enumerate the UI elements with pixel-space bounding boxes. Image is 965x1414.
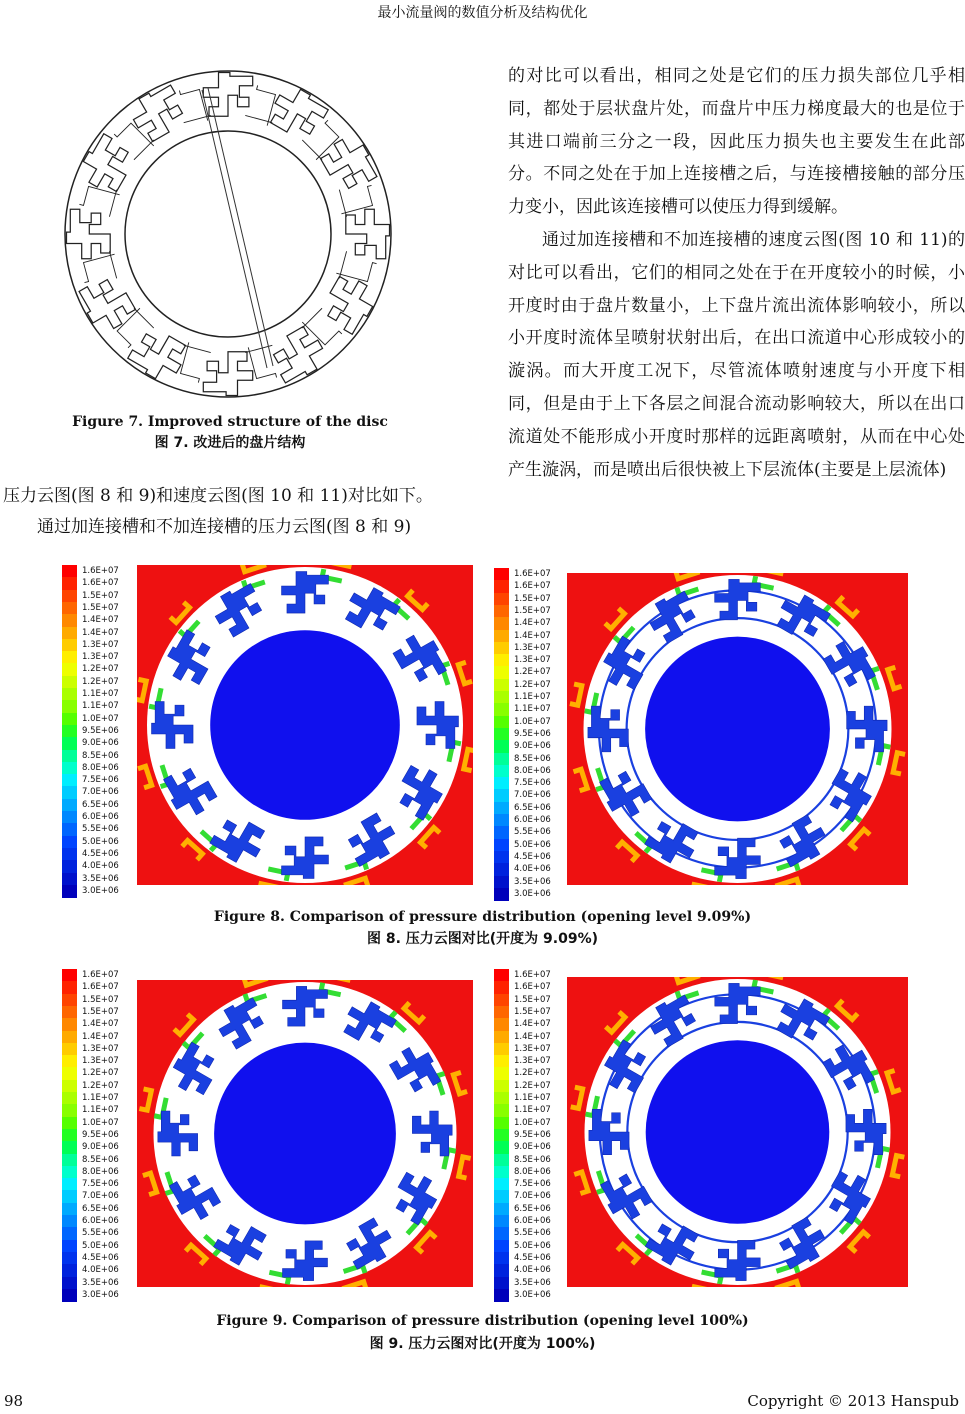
legend-label: 1.5E+07 [82,602,119,613]
legend-swatch [494,1289,509,1302]
legend-swatch [494,876,509,889]
legend-label: 7.5E+06 [82,775,119,786]
legend-swatch [494,1006,509,1019]
legend-swatch [62,1215,77,1228]
legend-label: 1.5E+07 [82,1006,119,1017]
legend-swatch [494,617,509,630]
legend-swatch [494,703,509,716]
legend-label: 1.1E+07 [514,1105,551,1116]
legend-label: 5.0E+06 [82,836,119,847]
legend-swatch [494,1227,509,1240]
legend-label: 1.2E+07 [82,1068,119,1079]
legend-label: 1.2E+07 [514,1080,551,1091]
legend-label: 1.1E+07 [82,1105,119,1116]
legend-label: 1.2E+07 [514,679,551,690]
legend-swatch [62,786,77,799]
legend-swatch [62,981,77,994]
legend-swatch [62,725,77,738]
figure-7-caption-zh: 图 7. 改进后的盘片结构 [154,435,306,451]
legend-label: 4.5E+06 [82,1252,119,1263]
legend-swatch [62,836,77,849]
figure-8-caption-zh: 图 8. 压力云图对比(开度为 9.09%) [366,931,599,947]
legend-swatch [62,1018,77,1031]
legend-swatch [62,700,77,713]
legend-label: 1.0E+07 [82,1117,119,1128]
legend-label: 1.1E+07 [514,692,551,702]
legend-swatch [494,1277,509,1290]
legend-swatch [494,666,509,679]
legend-label: 7.0E+06 [82,787,119,798]
legend-swatch [62,577,77,590]
legend-swatch [62,1166,77,1179]
legend-label: 6.0E+06 [514,815,551,825]
legend-swatch [62,1129,77,1142]
legend-swatch [62,1190,77,1203]
figure-8-caption-en: Figure 8. Comparison of pressure distribution (opening level 9.09%) [213,909,752,925]
legend-label: 6.5E+06 [82,1203,119,1214]
legend-label: 3.5E+06 [514,876,551,887]
legend-label: 5.0E+06 [514,1240,551,1251]
legend-swatch [62,873,77,886]
legend-label: 9.0E+06 [82,738,119,749]
running-header: 最小流量阀的数值分析及结构优化 [377,5,588,21]
legend-label: 3.0E+06 [514,1289,551,1300]
legend-label: 1.1E+07 [82,701,119,712]
legend-label: 4.0E+06 [514,864,551,875]
left-column-text [3,481,471,543]
legend-label: 1.3E+07 [514,642,551,653]
legend-swatch [494,1178,509,1191]
legend-label: 5.0E+06 [82,1240,119,1251]
legend-swatch [494,1141,509,1154]
legend-label: 4.5E+06 [514,1252,551,1263]
legend-label: 8.0E+06 [514,765,551,776]
legend-swatch [62,1277,77,1290]
legend-swatch [62,737,77,750]
legend-label: 1.3E+07 [82,1043,119,1054]
legend-swatch [494,1190,509,1203]
legend-swatch [62,994,77,1007]
legend-label: 5.5E+06 [514,1228,551,1239]
legend-label: 9.0E+06 [82,1142,119,1153]
legend-label: 3.0E+06 [514,888,551,899]
legend-swatch [494,789,509,802]
legend-label: 1.5E+07 [514,994,551,1005]
legend-label: 8.5E+06 [514,753,551,764]
legend-swatch [62,885,77,898]
legend-label: 1.6E+07 [82,566,119,576]
legend-label: 1.5E+07 [514,593,551,604]
pressure-contour-plot [567,573,908,885]
legend-label: 1.1E+07 [82,689,119,699]
figure-9-caption-zh: 图 9. 压力云图对比(开度为 100%) [369,1336,596,1352]
legend-swatch [494,654,509,667]
right-column-text [508,60,965,486]
legend-swatch [62,614,77,627]
colorbar-legend [62,969,136,1302]
legend-swatch [62,1080,77,1093]
legend-label: 8.5E+06 [82,750,119,761]
legend-label: 3.0E+06 [82,885,119,896]
legend-swatch [494,765,509,778]
legend-label: 1.4E+07 [514,1019,551,1030]
legend-label: 1.4E+07 [514,630,551,641]
legend-label: 1.3E+07 [82,639,119,650]
legend-label: 4.0E+06 [82,1265,119,1276]
legend-swatch [494,863,509,876]
legend-swatch [494,1129,509,1142]
legend-swatch [494,814,509,827]
legend-label: 4.0E+06 [514,1265,551,1276]
page-number: 98 [4,1392,24,1410]
legend-label: 1.6E+07 [514,569,551,579]
legend-label: 1.5E+07 [514,605,551,616]
legend-label: 1.6E+07 [514,982,551,993]
legend-swatch [62,799,77,812]
legend-label: 6.0E+06 [82,1216,119,1226]
legend-swatch [494,728,509,741]
legend-swatch [62,1240,77,1253]
legend-label: 1.6E+07 [514,970,551,980]
legend-swatch [62,627,77,640]
copyright-notice: Copyright © 2013 Hanspub [747,1392,959,1410]
legend-label: 9.5E+06 [514,1129,551,1140]
legend-swatch [494,994,509,1007]
legend-label: 8.0E+06 [514,1166,551,1177]
legend-label: 8.5E+06 [82,1154,119,1165]
legend-swatch [494,740,509,753]
legend-swatch [62,565,77,578]
legend-swatch [494,716,509,729]
legend-label: 1.5E+07 [82,994,119,1005]
legend-swatch [62,1154,77,1167]
legend-label: 5.0E+06 [514,839,551,850]
legend-label: 1.2E+07 [82,1080,119,1091]
legend-swatch [494,679,509,692]
legend-label: 6.5E+06 [82,799,119,810]
legend-label: 1.0E+07 [82,713,119,724]
legend-swatch [62,602,77,615]
legend-label: 3.5E+06 [82,873,119,884]
legend-swatch [494,1117,509,1130]
legend-swatch [62,676,77,689]
legend-swatch [62,1117,77,1130]
right-paragraph: 的对比可以看出，相同之处是它们的压力损失部位几乎相同，都处于层状盘片处，而盘片中压力梯度最大的也是位于其进口端前三分之一段，因此压力损失也主要发生在此部分。不同之处在于加上连接槽之后，与连接槽接触的部分压力变小，因此该连接槽可以使压力得到缓解。 [508,66,965,218]
legend-swatch [62,1104,77,1117]
legend-swatch [62,1067,77,1080]
legend-swatch [494,1055,509,1068]
legend-label: 3.0E+06 [82,1289,119,1300]
legend-swatch [494,1092,509,1105]
legend-swatch [494,691,509,704]
legend-swatch [62,713,77,726]
legend-swatch [494,981,509,994]
legend-label: 1.3E+07 [514,1056,551,1067]
legend-swatch [494,1154,509,1167]
legend-swatch [494,777,509,790]
legend-swatch [494,1240,509,1253]
legend-swatch [62,651,77,664]
legend-label: 7.0E+06 [514,1191,551,1202]
legend-swatch [494,1264,509,1277]
legend-swatch [62,762,77,775]
right-paragraph: 通过加连接槽和不加连接槽的速度云图(图 10 和 11)的对比可以看出，它们的相同之处在于在开度较小的时候，小开度时由于盘片数量小，上下盘片流出流体影响较小，所以小开度时流体呈喷射状射出后，在出口流道中心形成较小的漩涡。而大开度工况下，尽管流体喷射速度与小开度下相同，但是由于上下各层之间混合流动影响较大，所以在出口流道处不能形成小开度时那样的远距离喷射，从而在中心处产生漩涡，而是喷出后很快被上下层流体(主要是上层流体) [508,229,965,480]
legend-swatch [494,593,509,606]
legend-swatch [62,811,77,824]
legend-label: 4.0E+06 [82,861,119,872]
figure-9-caption-en: Figure 9. Comparison of pressure distribution (opening level 100%) [216,1313,749,1329]
legend-label: 1.3E+07 [514,1043,551,1054]
legend-swatch [62,860,77,873]
legend-label: 4.5E+06 [82,848,119,859]
pressure-contour-plot [567,977,908,1287]
legend-label: 1.4E+07 [82,627,119,638]
legend-label: 7.5E+06 [514,778,551,789]
legend-swatch [494,826,509,839]
legend-swatch [494,1215,509,1228]
legend-label: 1.0E+07 [514,716,551,727]
legend-label: 1.4E+07 [514,1031,551,1042]
legend-label: 6.0E+06 [82,812,119,822]
legend-swatch [62,1092,77,1105]
legend-label: 7.0E+06 [82,1191,119,1202]
legend-label: 9.0E+06 [514,1142,551,1153]
legend-label: 1.6E+07 [82,970,119,980]
legend-label: 5.5E+06 [82,1228,119,1239]
legend-swatch [62,639,77,652]
legend-swatch [62,1252,77,1265]
legend-swatch [494,642,509,655]
legend-label: 8.0E+06 [82,762,119,773]
legend-label: 5.5E+06 [514,827,551,838]
legend-swatch [62,969,77,982]
legend-swatch [62,590,77,603]
legend-swatch [494,839,509,852]
colorbar-legend [62,565,136,898]
legend-label: 1.1E+07 [82,1093,119,1103]
legend-swatch [62,848,77,861]
legend-swatch [494,1080,509,1093]
legend-label: 1.6E+07 [514,581,551,592]
legend-label: 1.5E+07 [82,590,119,601]
legend-swatch [494,1031,509,1044]
legend-swatch [62,1227,77,1240]
legend-swatch [62,1055,77,1068]
legend-swatch [494,802,509,815]
legend-label: 9.0E+06 [514,741,551,752]
legend-label: 6.5E+06 [514,802,551,813]
legend-label: 1.4E+07 [514,618,551,629]
legend-label: 1.2E+07 [82,664,119,675]
legend-label: 3.5E+06 [82,1277,119,1288]
legend-swatch [494,851,509,864]
legend-label: 5.5E+06 [82,824,119,835]
legend-swatch [62,1289,77,1302]
legend-swatch [494,1067,509,1080]
legend-swatch [494,1104,509,1117]
legend-swatch [62,663,77,676]
legend-label: 1.3E+07 [82,1056,119,1067]
legend-label: 6.5E+06 [514,1203,551,1214]
legend-label: 1.2E+07 [514,1068,551,1079]
pressure-contour-plot [137,565,473,885]
legend-swatch [494,1252,509,1265]
legend-swatch [494,1018,509,1031]
left-paragraph: 通过加连接槽和不加连接槽的压力云图(图 8 和 9) [37,517,412,537]
legend-label: 1.6E+07 [82,578,119,589]
legend-label: 1.1E+07 [514,1093,551,1103]
legend-label: 1.4E+07 [82,1019,119,1030]
legend-swatch [494,1166,509,1179]
legend-swatch [62,1141,77,1154]
legend-swatch [494,580,509,593]
left-paragraph: 压力云图(图 8 和 9)和速度云图(图 10 和 11)对比如下。 [3,486,433,506]
legend-swatch [62,774,77,787]
legend-label: 8.0E+06 [82,1166,119,1177]
legend-label: 4.5E+06 [514,851,551,862]
legend-swatch [62,823,77,836]
legend-swatch [62,1178,77,1191]
legend-swatch [494,888,509,901]
legend-label: 7.5E+06 [82,1179,119,1190]
legend-swatch [62,1006,77,1019]
legend-swatch [62,750,77,763]
legend-label: 1.0E+07 [514,1117,551,1128]
legend-swatch [494,1043,509,1056]
legend-swatch [62,1031,77,1044]
legend-label: 9.5E+06 [514,728,551,739]
legend-label: 9.5E+06 [82,1129,119,1140]
legend-label: 1.3E+07 [82,652,119,663]
legend-label: 1.2E+07 [514,667,551,678]
legend-swatch [494,1203,509,1216]
legend-swatch [494,568,509,581]
legend-swatch [494,753,509,766]
legend-label: 1.4E+07 [82,615,119,626]
legend-swatch [494,605,509,618]
legend-swatch [494,630,509,643]
legend-label: 9.5E+06 [82,725,119,736]
legend-swatch [62,1264,77,1277]
legend-label: 8.5E+06 [514,1154,551,1165]
legend-label: 1.5E+07 [514,1006,551,1017]
legend-label: 1.3E+07 [514,655,551,666]
figure-7-caption-en: Figure 7. Improved structure of the disc [72,414,388,430]
colorbar-legend [494,568,568,901]
legend-label: 6.0E+06 [514,1216,551,1226]
legend-swatch [62,688,77,701]
legend-swatch [62,1203,77,1216]
legend-label: 1.4E+07 [82,1031,119,1042]
colorbar-legend [494,969,568,1302]
legend-label: 7.0E+06 [514,790,551,801]
figure-7-disc-drawing [62,68,394,400]
legend-label: 3.5E+06 [514,1277,551,1288]
legend-label: 1.2E+07 [82,676,119,687]
legend-swatch [62,1043,77,1056]
legend-label: 1.1E+07 [514,704,551,715]
legend-label: 1.6E+07 [82,982,119,993]
pressure-contour-plot [137,980,473,1287]
legend-swatch [494,969,509,982]
legend-label: 7.5E+06 [514,1179,551,1190]
